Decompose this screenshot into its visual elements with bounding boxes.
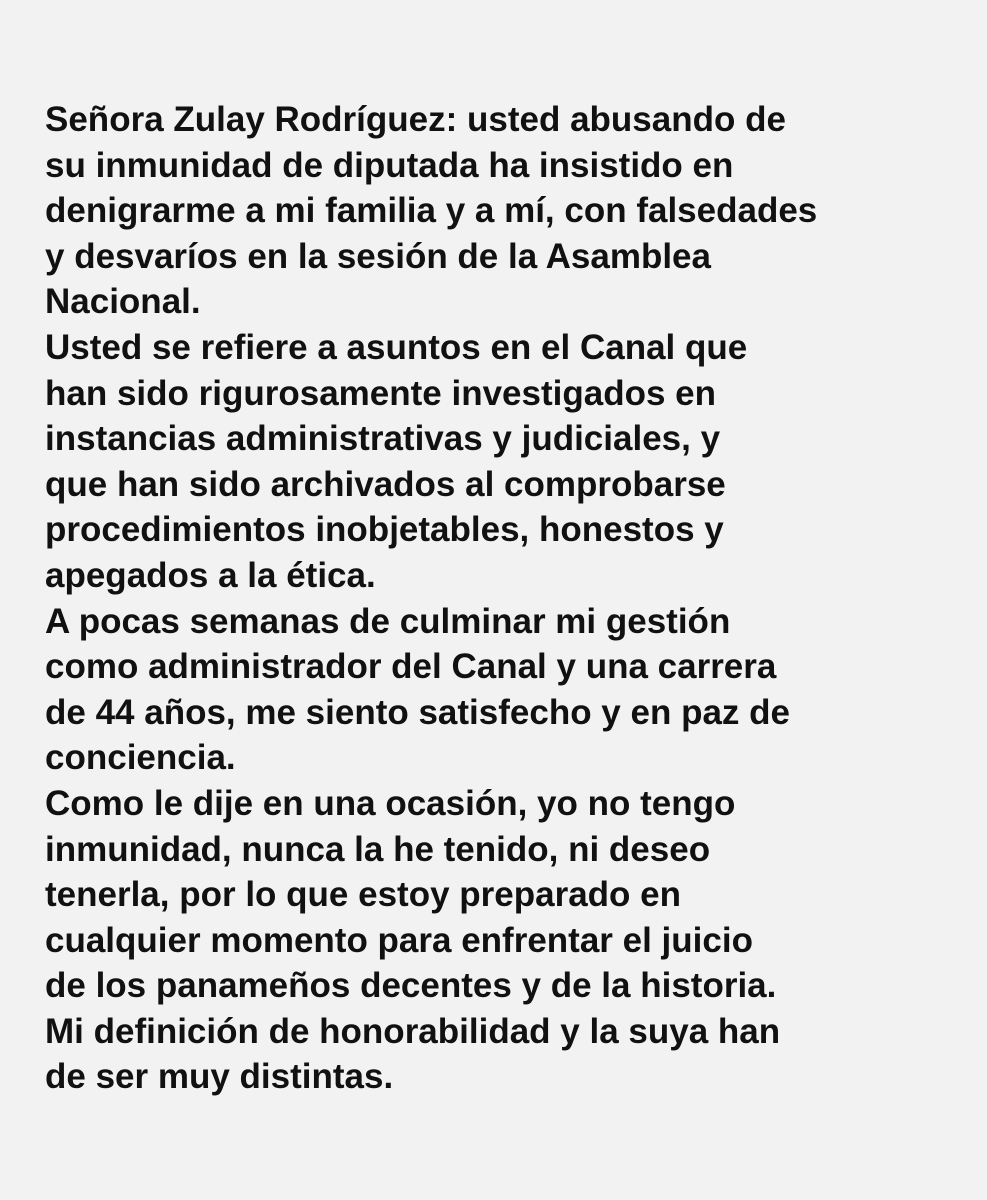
statement-line: han sido rigurosamente investigados en	[45, 373, 716, 413]
statement-line: A pocas semanas de culminar mi gestión	[45, 601, 731, 641]
statement-line: inmunidad, nunca la he tenido, ni deseo	[45, 829, 711, 869]
statement-line: Señora Zulay Rodríguez: usted abusando de	[45, 100, 786, 139]
statement-line: denigrarme a mi familia y a mí, con falsedades	[45, 191, 818, 231]
statement-text	[45, 97, 965, 1100]
statement-line: de los panameños decentes y de la historia.	[45, 966, 777, 1006]
statement-line: y desvaríos en la sesión de la Asamblea	[45, 236, 711, 276]
statement-line: como administrador del Canal y una carrera	[45, 647, 777, 687]
statement-line: cualquier momento para enfrentar el juicio	[45, 920, 753, 960]
statement-line: procedimientos inobjetables, honestos y	[45, 510, 724, 550]
statement-line: Nacional.	[45, 282, 201, 322]
statement-line: apegados a la ética.	[45, 555, 376, 595]
statement-line: de 44 años, me siento satisfecho y en paz de	[45, 692, 790, 732]
statement-line: Como le dije en una ocasión, yo no tengo	[45, 783, 736, 823]
statement-line: que han sido archivados al comprobarse	[45, 464, 726, 504]
statement-line: tenerla, por lo que estoy preparado en	[45, 875, 681, 915]
statement-line: conciencia.	[45, 738, 236, 778]
statement-line: de ser muy distintas.	[45, 1057, 394, 1097]
statement-line: Usted se refiere a asuntos en el Canal que	[45, 327, 748, 367]
statement-line: su inmunidad de diputada ha insistido en	[45, 145, 734, 185]
statement-line: instancias administrativas y judiciales, y	[45, 419, 721, 459]
statement-line: Mi definición de honorabilidad y la suya han	[45, 1011, 781, 1051]
